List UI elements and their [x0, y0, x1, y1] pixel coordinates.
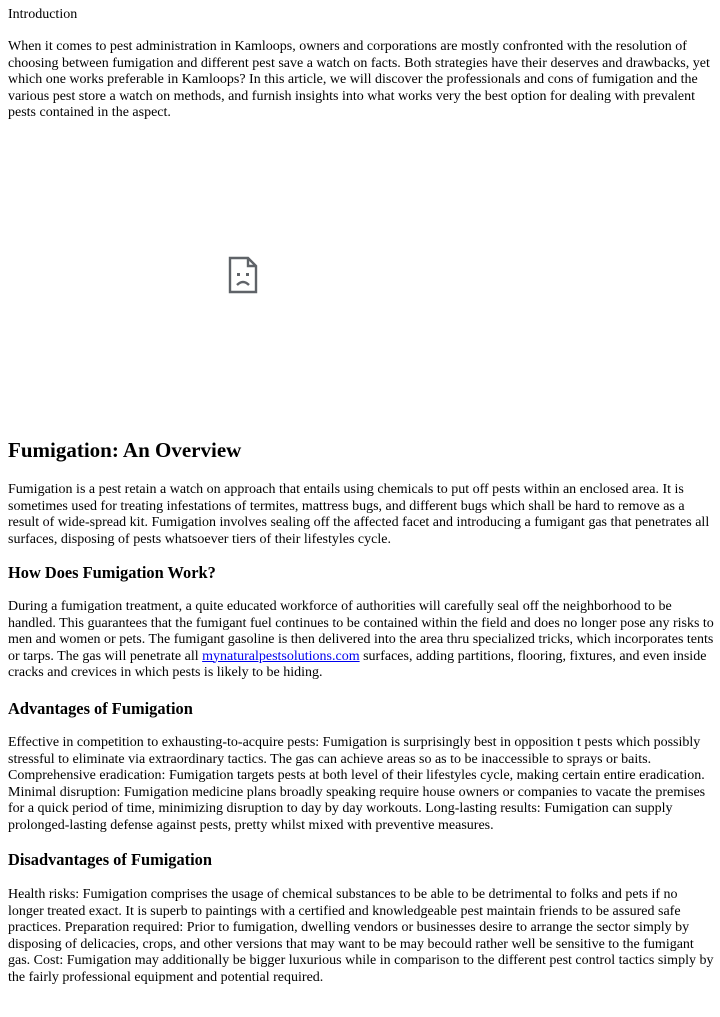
broken-image-icon	[228, 256, 258, 294]
how-it-works-paragraph	[8, 599, 716, 682]
advantages-paragraph: Effective in competition to exhausting-to-acquire pests: Fumigation is surprisingly best in opposition t pests which possibly stressful to eliminate via extraordinary tactics. The gas can achieve areas so as to be inaccessible to sprays or baits. Comprehensive eradication: Fumigation targets pests at both level of their lifestyles cycle, making certain entire eradication. Minimal disruption: Fumigation medicine plans broadly speaking require house owners or companies to vacate the premises for a quick period of time, minimizing disruption to day by day workouts. Long-lasting results: Fumigation can supply prolonged-lasting defense against pests, pretty whilst mixed with preventive measures.	[8, 735, 706, 833]
how-it-works-heading: How Does Fumigation Work?	[8, 563, 216, 582]
mynaturalpestsolutions-link[interactable]: mynaturalpestsolutions.com	[202, 648, 360, 664]
overview-heading: Fumigation: An Overview	[8, 438, 242, 462]
intro-label: Introduction	[8, 7, 78, 22]
intro-paragraph: When it comes to pest administration in Kamloops, owners and corporations are mostly confronted with the resolution of choosing between fumigation and different pest save a watch on facts. Both strategies have their deserves and drawbacks, yet which one works preferable in Kamloops? In this article, we will discover the professionals and cons of fumigation and the various pest store a watch on methods, and furnish insights into what works very the best option for dealing with prevalent pests contained in the aspect.	[8, 39, 710, 120]
how-it-works-text-after-link: surfaces, adding partitions, flooring, fixtures, and even inside cracks and crevices in which pests is likely to be hiding.	[8, 648, 707, 680]
advantages-heading: Advantages of Fumigation	[8, 699, 193, 718]
overview-paragraph: Fumigation is a pest retain a watch on approach that entails using chemicals to put off pests within an enclosed area. It is sometimes used for treating infestations of termites, mattress bugs, and different bugs which shall be hard to remove as a result of wide-spread kit. Fumigation involves sealing off the affected facet and introducing a fumigant gas that penetrates all surfaces, disposing of pests whatsoever tiers of their lifestyles cycle.	[8, 482, 710, 547]
how-it-works-text-before-link: During a fumigation treatment, a quite educated workforce of authorities will carefully seal off the neighborhood to be handled. This guarantees that the fumigant fuel continues to be contained within the field and does no longer pose any risks to men and women or pets. The fumigant gasoline is then delivered into the area thru specialized tricks, which incorporates tents or tarps. The gas will penetrate all	[8, 599, 714, 664]
disadvantages-paragraph: Health risks: Fumigation comprises the usage of chemical substances to be able to be detrimental to folks and pets if no longer treated exact. It is superb to paintings with a certified and knowledgeable pest maintain friends to be assured safe practices. Preparation required: Prior to fumigation, dwelling vendors or businesses desire to arrange the sector simply by disposing of delicacies, crops, and other versions that may want to be may becould rather well be sensitive to the fumigant gas. Cost: Fumigation may additionally be bigger luxurious while in comparison to the different pest control tactics simply by the fairly professional equipment and potential required.	[8, 887, 714, 985]
disadvantages-heading: Disadvantages of Fumigation	[8, 850, 212, 869]
